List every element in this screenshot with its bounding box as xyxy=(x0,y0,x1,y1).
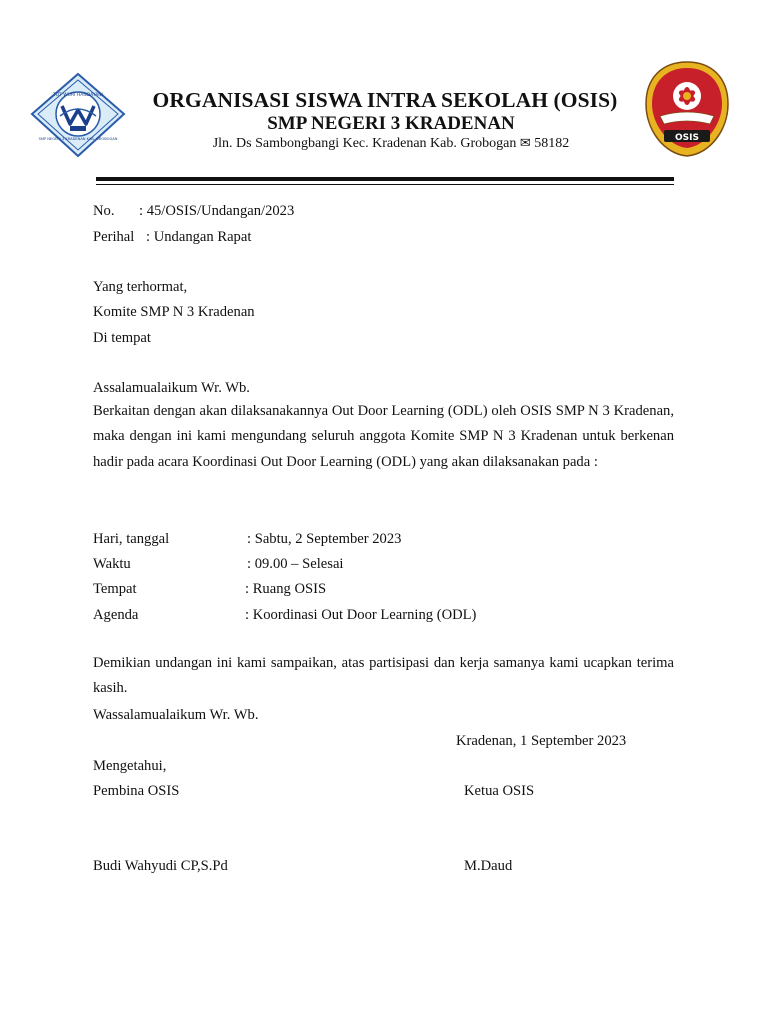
recipient-line-3: Di tempat xyxy=(93,330,151,346)
number-label: No. xyxy=(93,203,115,219)
letterhead-rule-thin xyxy=(96,184,674,185)
detail-row xyxy=(93,606,593,624)
signer-right-name: M.Daud xyxy=(464,858,513,874)
number-value: : 45/OSIS/Undangan/2023 xyxy=(139,203,295,219)
recipient-line-1: Yang terhormat, xyxy=(93,279,188,295)
letter-subject xyxy=(93,228,393,246)
address xyxy=(132,135,650,153)
recipient-line-2: Komite SMP N 3 Kradenan xyxy=(93,304,255,320)
left-logo-ring-text: SMP NEGERI 3 KRADENAN KAB. GROBOGAN xyxy=(38,137,118,141)
detail-row xyxy=(93,530,593,548)
body-paragraph: Berkaitan dengan akan dilaksanakannya Out Door Learning (ODL) oleh OSIS SMP N 3 Kradenan, maka dengan ini kami mengundang seluruh anggota Komite SMP N 3 Kradenan untuk berkenan hadir pada acara Koordinasi Out Door Learning (ODL) yang akan dilaksanakan pada : xyxy=(93,403,674,470)
left-logo-top-text: TUT WURI HANDAYANI xyxy=(53,93,103,98)
school-logo xyxy=(30,72,126,158)
greeting: Assalamualaikum Wr. Wb. xyxy=(93,380,250,396)
detail-value: : Sabtu, 2 September 2023 xyxy=(247,531,402,547)
signer-left-name: Budi Wahyudi CP,S.Pd xyxy=(93,858,228,874)
signer-left-role: Pembina OSIS xyxy=(93,783,180,799)
detail-value: : 09.00 – Selesai xyxy=(247,556,344,572)
osis-logo xyxy=(640,60,734,158)
acknowledge-label: Mengetahui, xyxy=(93,758,167,774)
mail-icon: ✉ xyxy=(519,136,531,151)
postal-code: 58182 xyxy=(534,136,570,151)
signer-right-role: Ketua OSIS xyxy=(464,783,535,799)
detail-label: Hari, tanggal xyxy=(93,531,170,547)
detail-label: Tempat xyxy=(93,581,137,597)
farewell: Wassalamualaikum Wr. Wb. xyxy=(93,707,259,723)
detail-row xyxy=(93,555,593,573)
detail-value: : Ruang OSIS xyxy=(245,581,327,597)
detail-value: : Koordinasi Out Door Learning (ODL) xyxy=(245,607,477,623)
address-text: Jln. Ds Sambongbangi Kec. Kradenan Kab. Grobogan xyxy=(212,136,517,151)
letter-number xyxy=(93,202,393,220)
detail-label: Waktu xyxy=(93,556,131,572)
place-date: Kradenan, 1 September 2023 xyxy=(456,733,627,749)
detail-label: Agenda xyxy=(93,607,139,623)
detail-row xyxy=(93,580,593,598)
org-name: ORGANISASI SISWA INTRA SEKOLAH (OSIS) xyxy=(152,88,618,112)
subject-label: Perihal xyxy=(93,229,135,245)
osis-logo-text: OSIS xyxy=(675,133,699,143)
subject-value: : Undangan Rapat xyxy=(146,229,252,245)
letterhead-rule-thick xyxy=(96,177,674,181)
closing-paragraph: Demikian undangan ini kami sampaikan, atas partisipasi dan kerja samanya kami ucapkan terima kasih. xyxy=(93,655,674,697)
school-name: SMP NEGERI 3 KRADENAN xyxy=(267,113,515,134)
